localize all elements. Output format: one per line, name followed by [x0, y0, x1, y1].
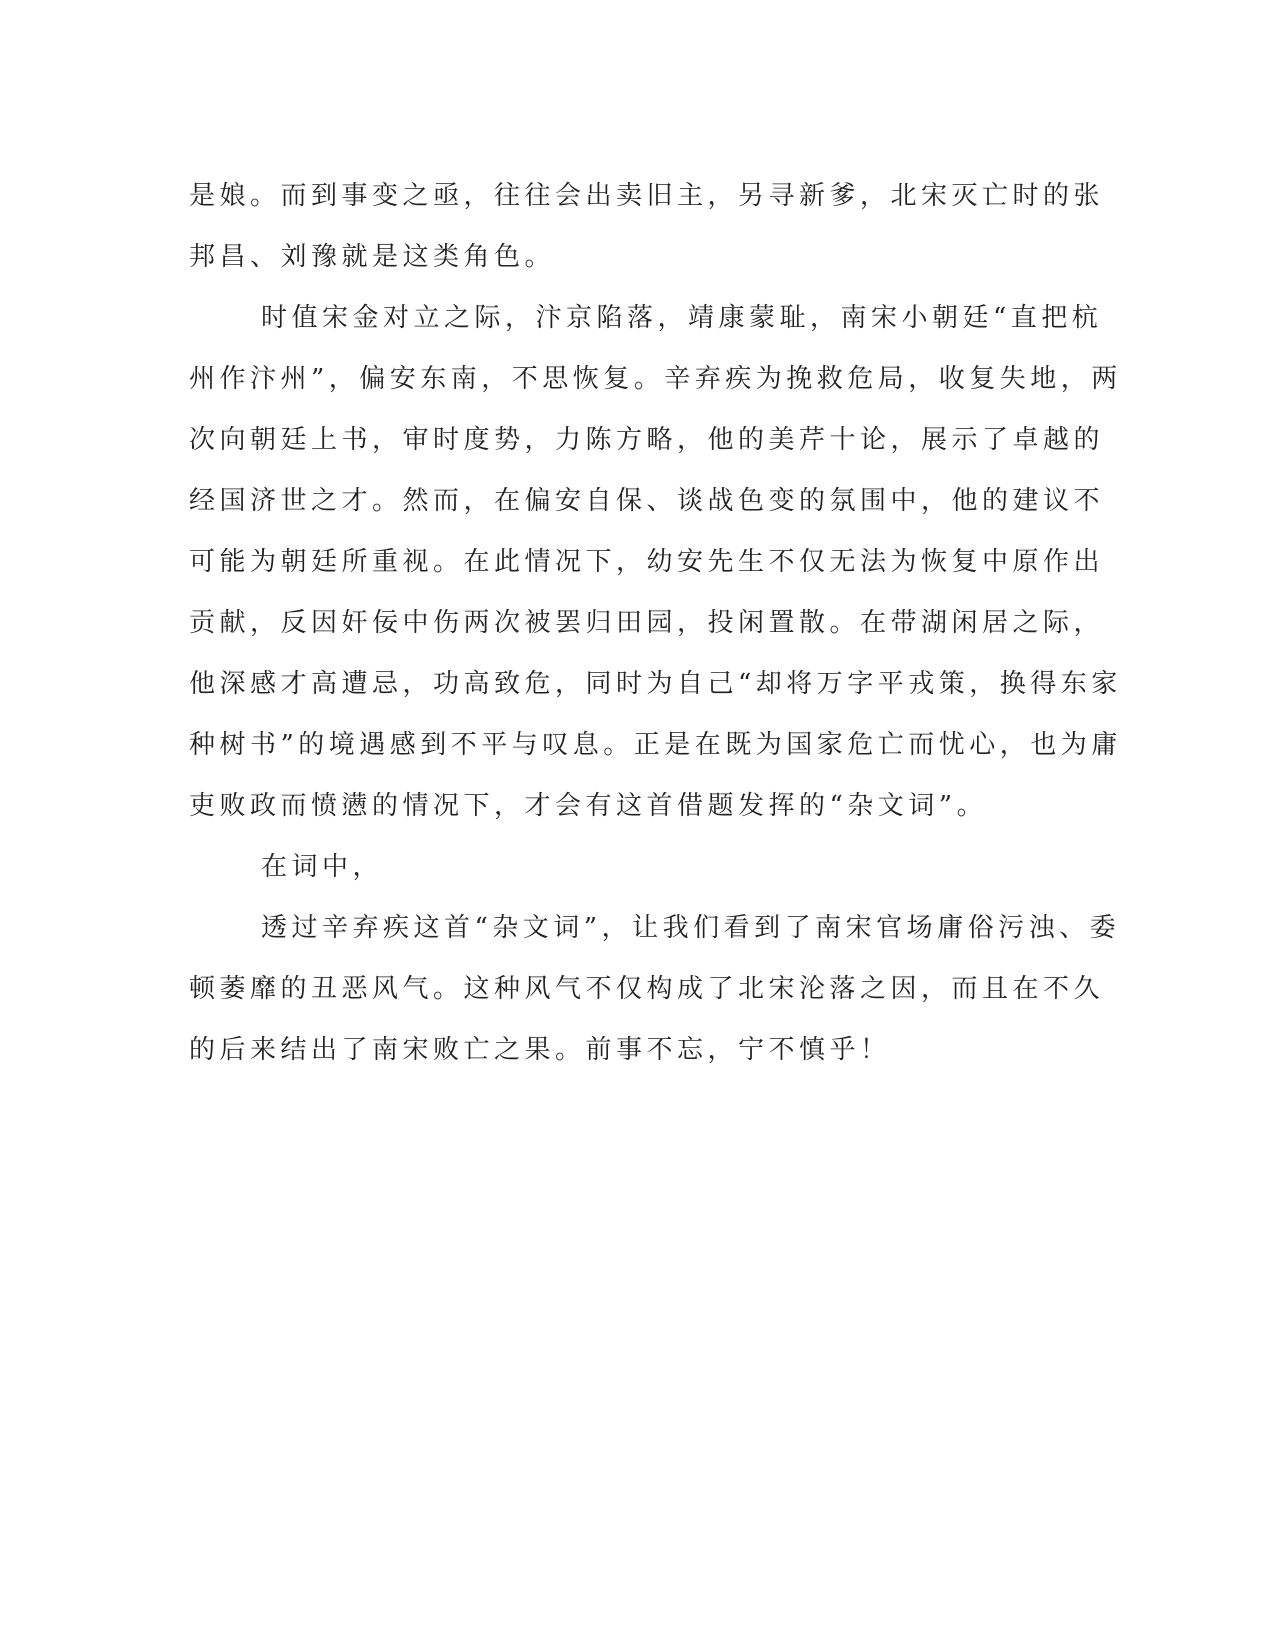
text-line: 种树书”的境遇感到不平与叹息。正是在既为国家危亡而忧心，也为庸	[189, 730, 1122, 760]
text-line: 是娘。而到事变之亟，往往会出卖旧主，另寻新爹，北宋灭亡时的张	[189, 181, 1105, 211]
text-line: 他深感才高遭忌，功高致危，同时为自己“却将万字平戎策，换得东家	[189, 669, 1122, 699]
text-line: 经国济世之才。然而，在偏安自保、谈战色变的氛围中，他的建议不	[189, 486, 1105, 516]
document-body	[189, 166, 1122, 1081]
text-line: 次向朝廷上书，审时度势，力陈方略，他的美芹十论，展示了卓越的	[189, 425, 1105, 455]
text-line: 可能为朝廷所重视。在此情况下，幼安先生不仅无法为恢复中原作出	[189, 547, 1105, 577]
text-line: 的后来结出了南宋败亡之果。前事不忘，宁不慎乎！	[189, 1035, 891, 1065]
text-line: 顿萎靡的丑恶风气。这种风气不仅构成了北宋沦落之因，而且在不久	[189, 974, 1105, 1004]
paragraph-start-line: 透过辛弃疾这首“杂文词”，让我们看到了南宋官场庸俗污浊、委	[261, 913, 1121, 943]
text-line: 州作汴州”，偏安东南，不思恢复。辛弃疾为挽救危局，收复失地，两	[189, 364, 1122, 394]
text-line: 吏败政而愤懑的情况下，才会有这首借题发挥的“杂文词”。	[189, 791, 988, 821]
paragraph-start-line: 时值宋金对立之际，汴京陷落，靖康蒙耻，南宋小朝廷“直把杭	[261, 303, 1103, 333]
paragraph-start-line: 在词中，	[261, 852, 384, 882]
text-line: 邦昌、刘豫就是这类角色。	[189, 242, 556, 272]
text-line: 贡献，反因奸佞中伤两次被罢归田园，投闲置散。在带湖闲居之际，	[189, 608, 1105, 638]
